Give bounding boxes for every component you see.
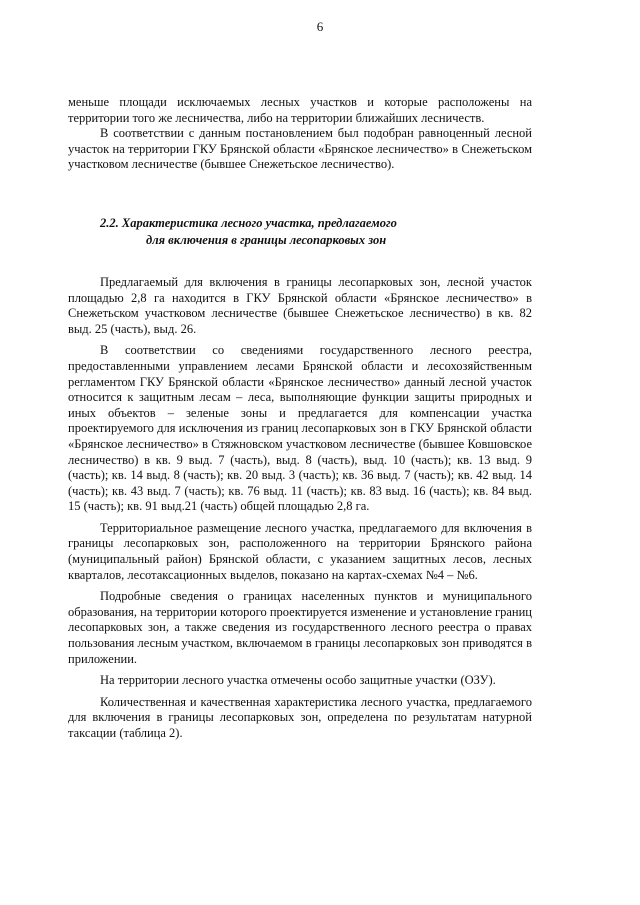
paragraph: В соответствии со сведениями государственного лесного реестра, предоставленными управлением лесами Брянской области и лесохозяйственным регламентом ГКУ Брянской области «Брянское лесничество» данный лесной участок относится к защитным лесам – леса, выполняющие функции защиты природных и иных объектов – зеленые зоны и предлагается для компенсации участка проектируемого для исключения из границ лесопарковых зон в ГКУ Брянской области «Брянское лесничество» в Стяжновском участковом лесничестве (бывшее Ковшовское лесничество) в кв. 9 выд. 7 (часть), выд. 8 (часть), выд. 10 (часть); кв. 13 выд. 9 (часть); кв. 14 выд. 8 (часть); кв. 20 выд. 3 (часть); кв. 36 выд. 7 (часть); кв. 42 выд. 14 (часть); кв. 43 выд. 7 (часть); кв. 76 выд. 11 (часть); кв. 83 выд. 16 (часть); кв. 84 выд. 15 (часть); кв. 91 выд.21 (часть) общей площадью 2,8 га. <box>68 343 532 514</box>
paragraph: Количественная и качественная характеристика лесного участка, предлагаемого для включения в границы лесопарковых зон, определена по результатам натурной таксации (таблица 2). <box>68 694 532 740</box>
section-heading-line2: для включения в границы лесопарковых зон <box>146 232 387 247</box>
paragraph: В соответствии с данным постановлением был подобран равноценный лесной участок на территории ГКУ Брянской области «Брянское лесничество» в Снежетьском участковом лесничестве (бывшее Снежетьское лесничество). <box>68 126 532 172</box>
document-body <box>68 95 532 742</box>
section-heading-line1: 2.2. Характеристика лесного участка, предлагаемого <box>100 215 397 230</box>
section-heading <box>68 215 532 249</box>
paragraph: Подробные сведения о границах населенных пунктов и муниципального образования, на территории которого проектируется изменение и установление границ лесопарковых зон, а также сведения из государственного лесного реестра о правах пользования лесным участком, включаемом в границы лесопарковых зон приводятся в приложении. <box>68 589 533 666</box>
paragraph: Предлагаемый для включения в границы лесопарковых зон, лесной участок площадью 2,8 га находится в ГКУ Брянской области «Брянское лесничество» в Снежетьском участковом лесничестве (бывшее Снежетьское лесничество) в кв. 82 выд. 25 (часть), выд. 26. <box>68 274 532 336</box>
paragraph: Территориальное размещение лесного участка, предлагаемого для включения в границы лесопарковых зон, расположенного на территории Брянского района (муниципальный район) Брянской области, с указанием защитных лесов, лесных кварталов, лесотаксационных выделов, показано на картах-схемах №4 – №6. <box>68 520 532 582</box>
paragraph: На территории лесного участка отмечены особо защитные участки (ОЗУ). <box>100 673 496 688</box>
page-number: 6 <box>316 19 324 34</box>
paragraph: меньше площади исключаемых лесных участков и которые расположены на территории того же лесничества, либо на территории ближайших лесничеств. <box>68 95 532 125</box>
